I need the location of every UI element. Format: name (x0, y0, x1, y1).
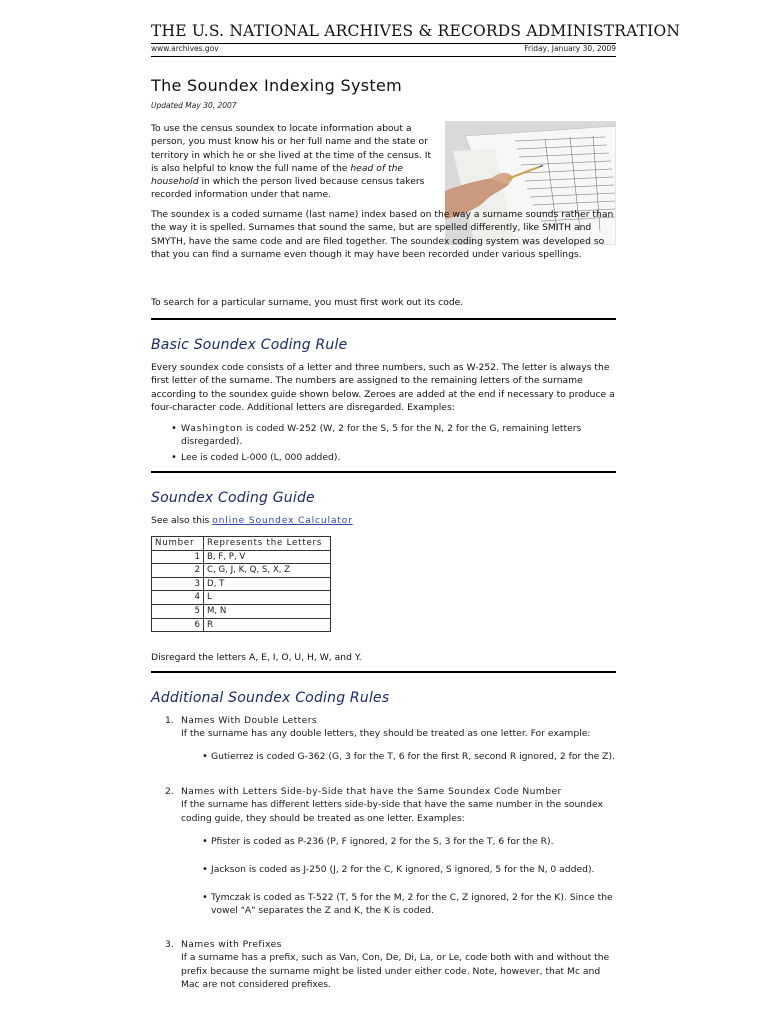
list-item (151, 451, 616, 464)
rule-text: If the surname has any double letters, they should be treated as one letter. For example: (181, 728, 591, 740)
rule-title: Names with Prefixes (181, 939, 282, 950)
rule-2 (151, 785, 616, 825)
intro-paragraph-1 (151, 122, 439, 202)
table-cell: B, F, P, V (204, 550, 331, 564)
column-header-number: Number (152, 537, 204, 551)
intro-paragraph-3: To search for a particular surname, you must first work out its code. (151, 297, 464, 308)
column-header-letters: Represents the Letters (204, 537, 331, 551)
soundex-calculator-link[interactable]: online Soundex Calculator (212, 515, 353, 526)
table-cell: M, N (204, 604, 331, 618)
website-url: www.archives.gov (151, 44, 219, 53)
table-cell: 2 (152, 564, 204, 578)
table-header-row (152, 537, 331, 551)
section-divider (151, 671, 616, 673)
rule-2-example-2: • Jackson is coded as J-250 (J, 2 for the C, K ignored, S ignored, 5 for the N, 0 added). (211, 863, 616, 876)
intro-text-2: The soundex is a coded surname (last name) index based on the way a surname sounds rather than the way it is spelled. Surnames that sound the same, but are spelled differently, like SMITH and SMYTH, have the same code and are filed together. The soundex coding system was developed so that you can find a surname even though it may have been recorded under various spellings. (151, 209, 614, 260)
intro-text-b: in which the person lived because census takers recorded information under that name. (151, 176, 425, 201)
table-row (152, 550, 331, 564)
rule-number: 3. (165, 939, 174, 950)
example-text: is coded W-252 (W, 2 for the S, 5 for the N, 2 for the G, remaining letters disregarded). (181, 423, 582, 448)
intro-paragraph-2 (151, 208, 616, 261)
header-subline (151, 44, 616, 57)
see-also-text: See also this (151, 515, 213, 526)
rule-title: Names With Double Letters (181, 715, 318, 726)
rule-3 (151, 938, 616, 991)
table-cell: 5 (152, 604, 204, 618)
rule-2-example-3: • Tymczak is coded as T-522 (T, 5 for the M, 2 for the C, Z ignored, 2 for the K). Since the vowel "A" separates the Z and K, the K is coded. (211, 891, 616, 918)
soundex-guide-table (151, 536, 331, 632)
table-cell: 6 (152, 618, 204, 632)
see-also-line (151, 514, 353, 527)
section-divider (151, 471, 616, 473)
table-cell: 4 (152, 591, 204, 605)
rule-title: Names with Letters Side-by-Side that have the Same Soundex Code Number (181, 786, 562, 797)
intro-text-a: To use the census soundex to locate information about a person, you must know his or her full name and the state or territory in which he or she lived at the time of the census. It is also helpful to know the full name of the (151, 123, 432, 174)
section-divider (151, 318, 616, 320)
disregard-note: Disregard the letters A, E, I, O, U, H, W, and Y. (151, 652, 362, 663)
table-cell: 3 (152, 577, 204, 591)
example-name: Washington (181, 423, 243, 434)
updated-date: Updated May 30, 2007 (151, 101, 237, 110)
example-text: is coded L-000 (L, 000 added). (197, 451, 341, 463)
table-cell: C, G, J, K, Q, S, X, Z (204, 564, 331, 578)
table-cell: R (204, 618, 331, 632)
rule-1 (151, 714, 616, 741)
header-date: Friday, January 30, 2009 (524, 44, 616, 53)
guide-heading: Soundex Coding Guide (151, 490, 315, 506)
page-title: The Soundex Indexing System (151, 76, 402, 95)
rule-2-example-1: • Pfister is coded as P-236 (P, F ignored, 2 for the S, 3 for the T, 6 for the R). (211, 835, 616, 848)
rule-text: If a surname has a prefix, such as Van, Con, De, Di, La, or Le, code both with and without the prefix because the surname might be listed under either code. Note, however, that Mc and Mac are not considered prefixes. (181, 952, 610, 990)
table-cell: L (204, 591, 331, 605)
table-cell: 1 (152, 550, 204, 564)
additional-rules-heading: Additional Soundex Coding Rules (151, 690, 390, 706)
rule-number: 2. (165, 786, 174, 797)
rule-number: 1. (165, 715, 174, 726)
table-row (152, 577, 331, 591)
intro-text-emphasis: head of the household (151, 162, 404, 188)
rule-text: If the surname has different letters side-by-side that have the same number in the soundex coding guide, they should be treated as one letter. Examples: (181, 799, 603, 824)
masthead: THE U.S. NATIONAL ARCHIVES & RECORDS ADMINISTRATION (151, 22, 616, 44)
basic-rule-examples (151, 422, 616, 466)
table-row (152, 564, 331, 578)
example-name: Lee (181, 451, 198, 463)
basic-rule-paragraph: Every soundex code consists of a letter and three numbers, such as W-252. The letter is always the first letter of the surname. The numbers are assigned to the remaining letters of the surname according to the soundex guide shown below. Zeroes are added at the end if necessary to produce a four-character code. Additional letters are disregarded. Examples: (151, 362, 615, 413)
table-cell: D, T (204, 577, 331, 591)
rule-1-example: • Gutierrez is coded G-362 (G, 3 for the T, 6 for the first R, second R ignored, 2 for the Z). (211, 750, 616, 763)
table-row (152, 604, 331, 618)
table-row (152, 618, 331, 632)
list-item (151, 422, 616, 449)
table-row (152, 591, 331, 605)
basic-rule-heading: Basic Soundex Coding Rule (151, 337, 348, 353)
